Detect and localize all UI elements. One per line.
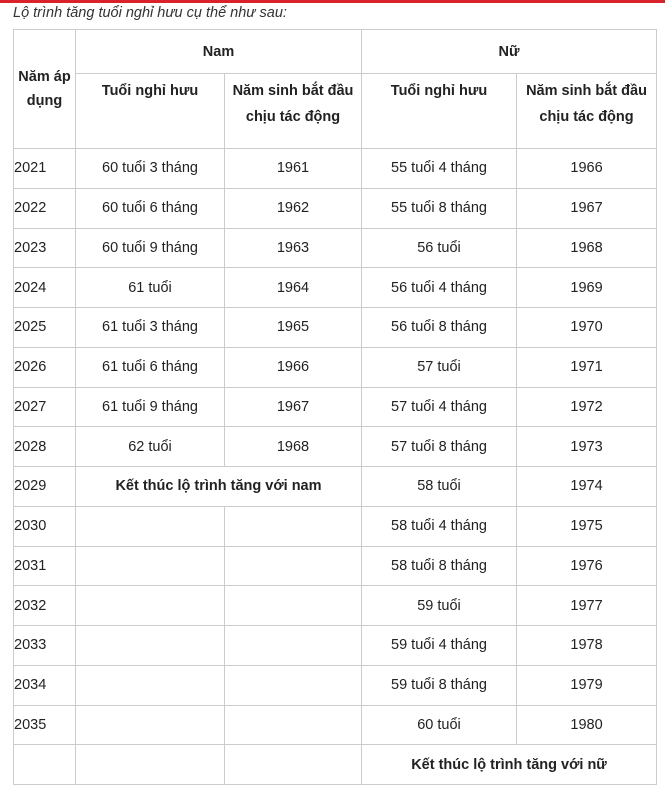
female-age-cell: 60 tuổi (362, 705, 517, 745)
table-row (14, 347, 657, 387)
male-birth-cell (225, 745, 362, 785)
female-birth-header: Năm sinh bắt đầu chịu tác động (517, 74, 657, 149)
female-birth-cell: 1978 (517, 626, 657, 666)
female-birth-cell: 1966 (517, 149, 657, 189)
female-age-cell: 58 tuổi 8 tháng (362, 546, 517, 586)
table-row (14, 427, 657, 467)
female-age-cell: 58 tuổi (362, 467, 517, 507)
header-row-groups (14, 30, 657, 74)
table-row (14, 268, 657, 308)
female-birth-cell: 1977 (517, 586, 657, 626)
table-row (14, 586, 657, 626)
year-cell: 2026 (14, 347, 76, 387)
male-age-cell: 61 tuổi 6 tháng (76, 347, 225, 387)
female-age-header: Tuổi nghỉ hưu (362, 74, 517, 149)
table-row (14, 467, 657, 507)
female-age-cell: 55 tuổi 4 tháng (362, 149, 517, 189)
female-birth-cell: 1969 (517, 268, 657, 308)
male-birth-cell (225, 626, 362, 666)
male-birth-cell: 1961 (225, 149, 362, 189)
table-row (14, 228, 657, 268)
male-age-cell: 61 tuổi 3 tháng (76, 308, 225, 348)
table-row (14, 665, 657, 705)
female-age-cell: 58 tuổi 4 tháng (362, 506, 517, 546)
male-birth-cell (225, 665, 362, 705)
female-age-cell: 59 tuổi 4 tháng (362, 626, 517, 666)
female-birth-cell: 1973 (517, 427, 657, 467)
female-birth-cell: 1979 (517, 665, 657, 705)
male-age-cell (76, 665, 225, 705)
year-cell: 2030 (14, 506, 76, 546)
male-age-cell: 60 tuổi 6 tháng (76, 188, 225, 228)
female-note-cell: Kết thúc lộ trình tăng với nữ (362, 745, 657, 785)
year-cell: 2031 (14, 546, 76, 586)
female-birth-cell: 1972 (517, 387, 657, 427)
year-cell: 2024 (14, 268, 76, 308)
female-age-cell: 57 tuổi (362, 347, 517, 387)
male-age-cell (76, 506, 225, 546)
table-row (14, 546, 657, 586)
male-age-cell (76, 586, 225, 626)
female-age-cell: 55 tuổi 8 tháng (362, 188, 517, 228)
male-age-header: Tuổi nghỉ hưu (76, 74, 225, 149)
year-cell: 2032 (14, 586, 76, 626)
header-row-columns (14, 74, 657, 149)
male-birth-cell (225, 506, 362, 546)
table-row (14, 149, 657, 189)
year-cell (14, 745, 76, 785)
table-row (14, 506, 657, 546)
table-row (14, 387, 657, 427)
male-age-cell: 61 tuổi (76, 268, 225, 308)
male-age-cell (76, 705, 225, 745)
year-cell: 2028 (14, 427, 76, 467)
table-row (14, 745, 657, 785)
year-cell: 2027 (14, 387, 76, 427)
year-cell: 2021 (14, 149, 76, 189)
year-column-header: Năm áp dụng (14, 30, 76, 149)
male-age-cell: 61 tuổi 9 tháng (76, 387, 225, 427)
male-age-cell: 60 tuổi 3 tháng (76, 149, 225, 189)
male-age-cell: 60 tuổi 9 tháng (76, 228, 225, 268)
female-age-cell: 56 tuổi 8 tháng (362, 308, 517, 348)
year-cell: 2025 (14, 308, 76, 348)
female-birth-cell: 1971 (517, 347, 657, 387)
female-age-cell: 59 tuổi (362, 586, 517, 626)
female-age-cell: 56 tuổi (362, 228, 517, 268)
year-cell: 2022 (14, 188, 76, 228)
male-birth-cell: 1964 (225, 268, 362, 308)
male-age-cell: 62 tuổi (76, 427, 225, 467)
male-birth-cell: 1968 (225, 427, 362, 467)
year-cell: 2033 (14, 626, 76, 666)
female-group-header: Nữ (362, 30, 657, 74)
year-cell: 2023 (14, 228, 76, 268)
male-birth-header: Năm sinh bắt đầu chịu tác động (225, 74, 362, 149)
male-age-cell (76, 626, 225, 666)
female-age-cell: 57 tuổi 8 tháng (362, 427, 517, 467)
male-age-cell (76, 745, 225, 785)
retirement-age-table (13, 29, 657, 785)
male-birth-cell: 1965 (225, 308, 362, 348)
female-birth-cell: 1974 (517, 467, 657, 507)
female-birth-cell: 1976 (517, 546, 657, 586)
female-age-cell: 59 tuổi 8 tháng (362, 665, 517, 705)
female-birth-cell: 1970 (517, 308, 657, 348)
female-age-cell: 56 tuổi 4 tháng (362, 268, 517, 308)
table-row (14, 308, 657, 348)
table-row (14, 705, 657, 745)
year-cell: 2029 (14, 467, 76, 507)
male-age-cell (76, 546, 225, 586)
male-birth-cell: 1967 (225, 387, 362, 427)
year-cell: 2035 (14, 705, 76, 745)
top-accent-bar (0, 0, 665, 3)
male-group-header: Nam (76, 30, 362, 74)
female-birth-cell: 1968 (517, 228, 657, 268)
male-birth-cell (225, 586, 362, 626)
male-birth-cell: 1966 (225, 347, 362, 387)
female-birth-cell: 1967 (517, 188, 657, 228)
male-birth-cell (225, 546, 362, 586)
year-cell: 2034 (14, 665, 76, 705)
table-row (14, 626, 657, 666)
female-birth-cell: 1975 (517, 506, 657, 546)
male-birth-cell: 1963 (225, 228, 362, 268)
male-birth-cell (225, 705, 362, 745)
female-age-cell: 57 tuổi 4 tháng (362, 387, 517, 427)
male-birth-cell: 1962 (225, 188, 362, 228)
female-birth-cell: 1980 (517, 705, 657, 745)
table-row (14, 188, 657, 228)
male-note-cell: Kết thúc lộ trình tăng với nam (76, 467, 362, 507)
table-caption: Lộ trình tăng tuổi nghỉ hưu cụ thể như sau: (13, 5, 287, 21)
